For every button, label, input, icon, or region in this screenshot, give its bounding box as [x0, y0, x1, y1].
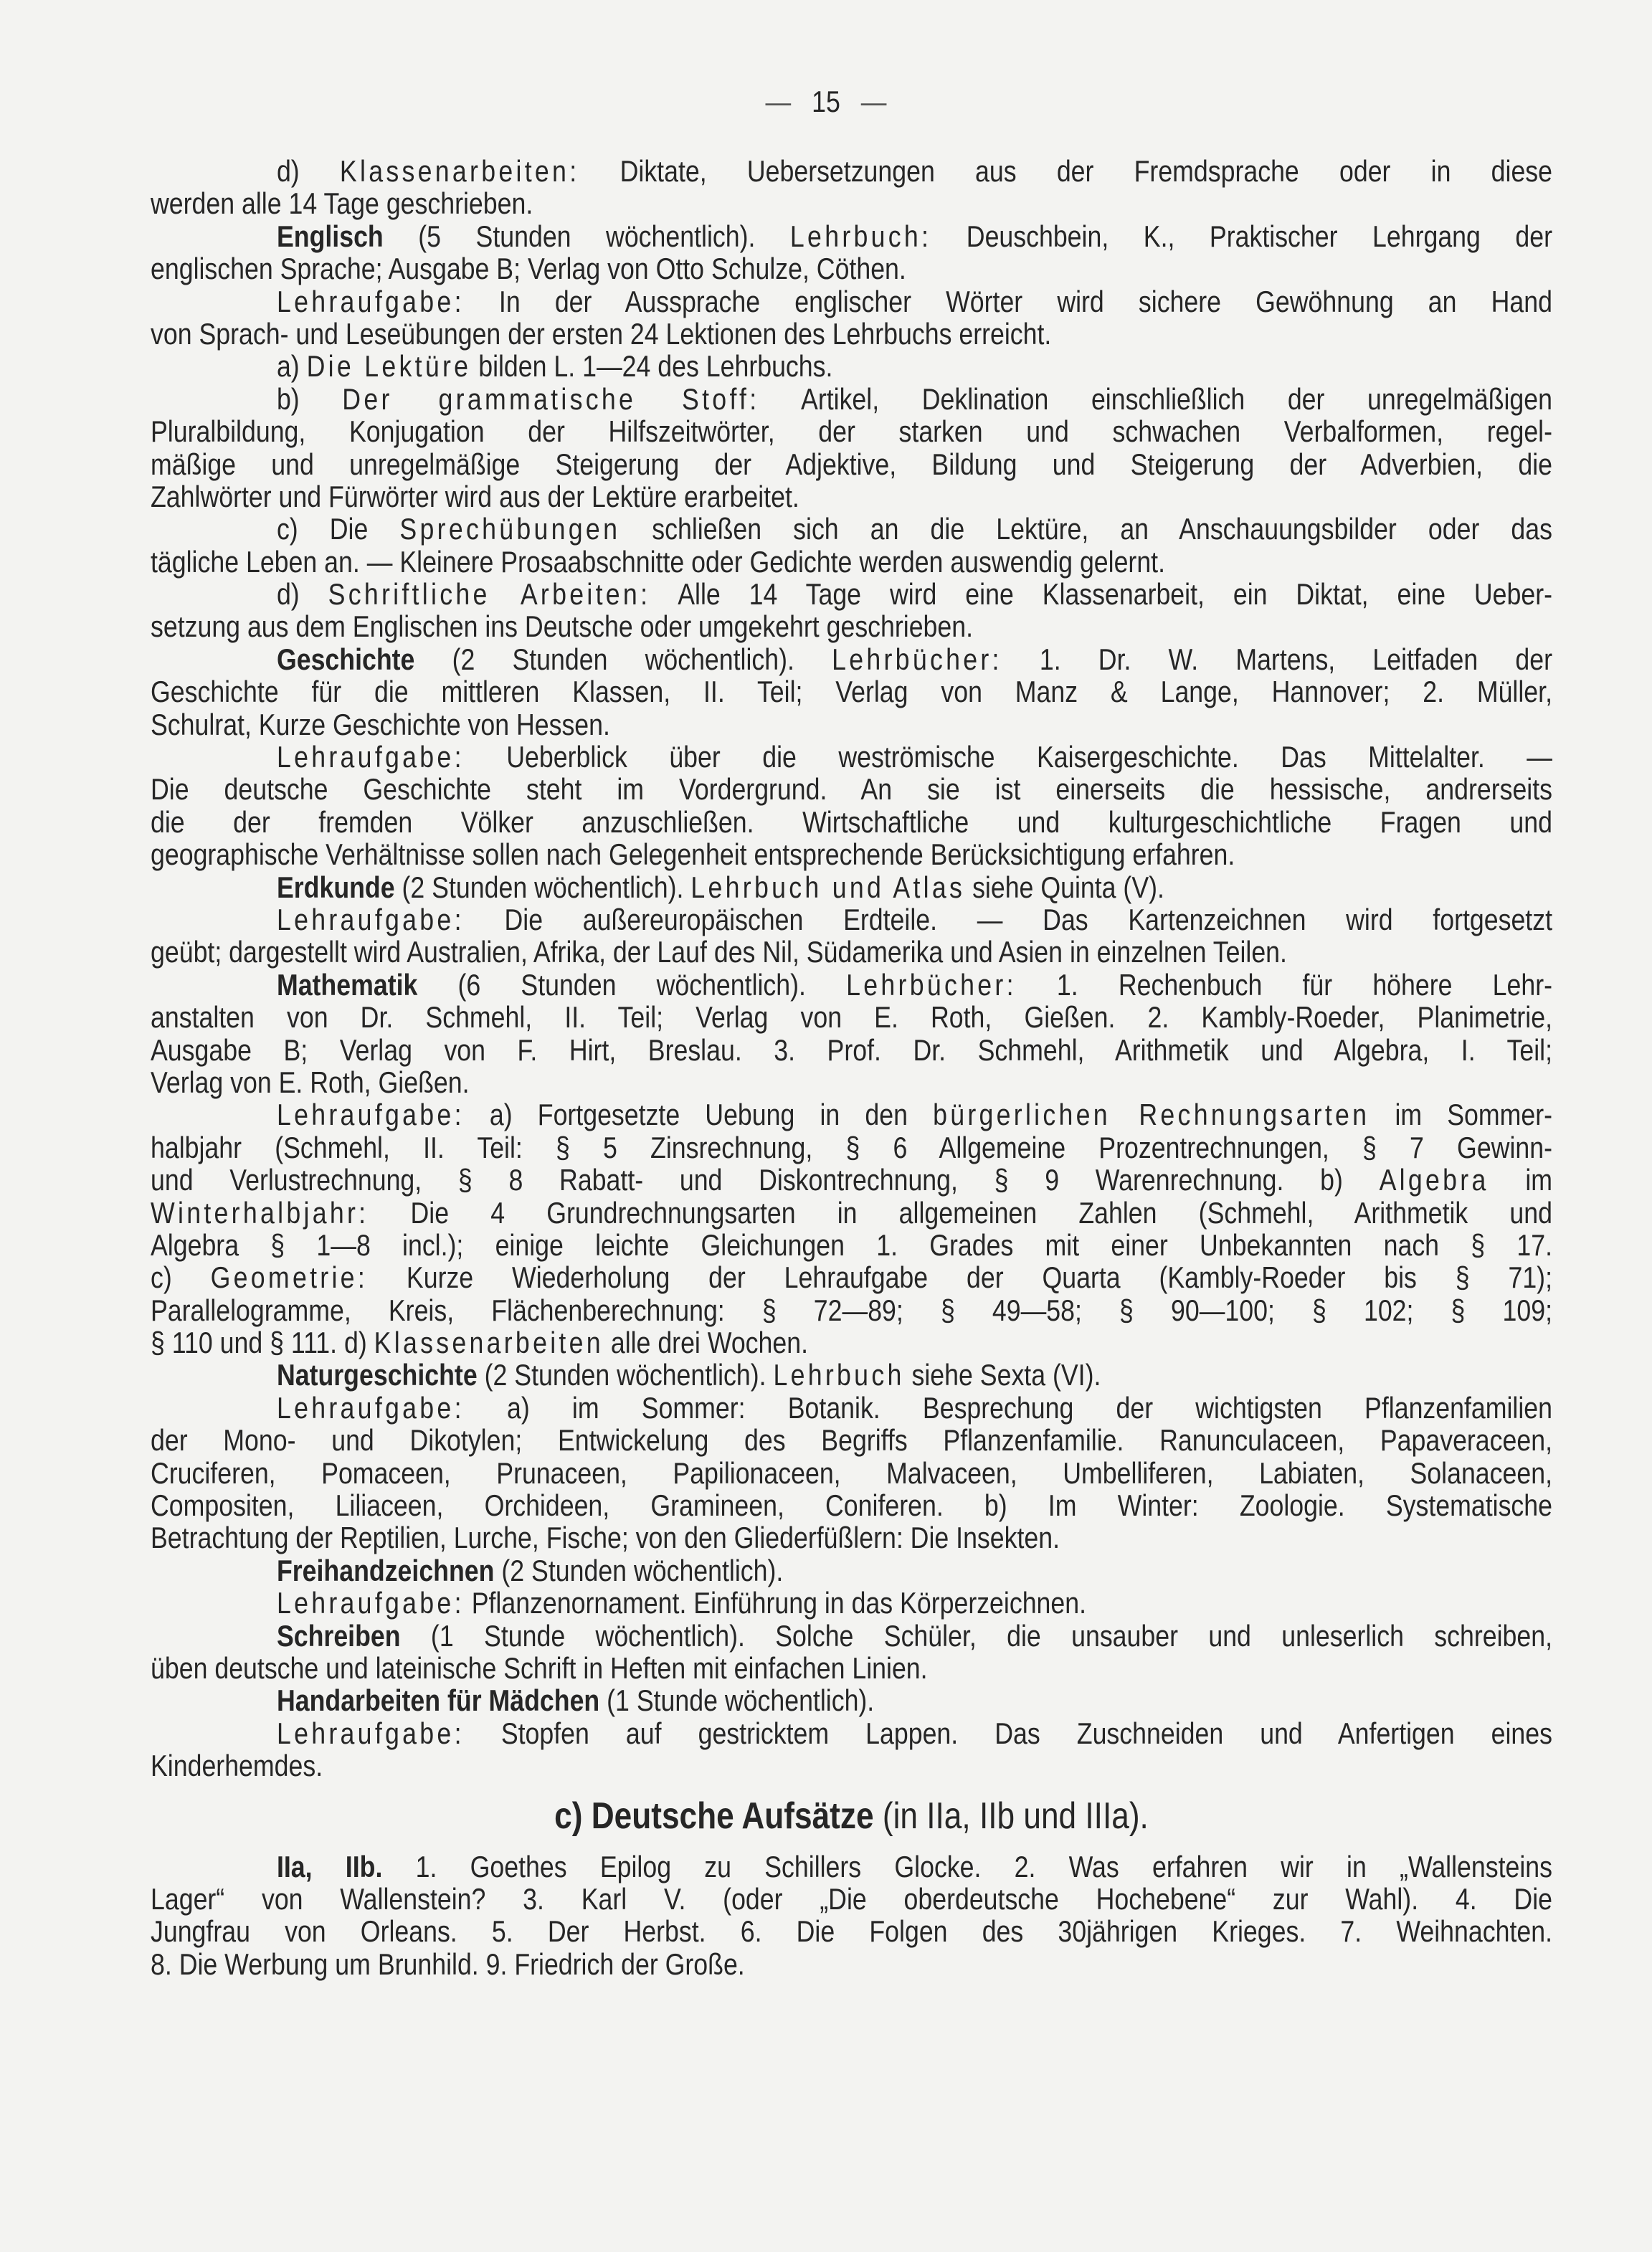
text-line	[151, 838, 1552, 870]
spaced-emphasis: Klassenarbeiten	[374, 1326, 604, 1360]
spaced-emphasis: Lehraufgabe:	[276, 1390, 465, 1425]
text-run: bilden L. 1—24 des Lehrbuchs.	[471, 349, 833, 384]
text-line	[151, 1359, 1552, 1391]
text-run: (2 Stunden wöchentlich).	[394, 870, 691, 904]
text-run: c)	[151, 1260, 211, 1295]
text-line	[151, 513, 1552, 545]
text-run: werden alle 14 Tage geschrieben.	[151, 186, 533, 221]
spaced-emphasis: Die Lektüre	[306, 349, 472, 384]
spaced-emphasis: Lehrbuch	[773, 1358, 905, 1392]
curriculum-section	[151, 155, 1552, 1782]
text-run: a)	[276, 349, 307, 384]
text-line	[151, 708, 1552, 741]
paragraph	[151, 383, 1552, 513]
text-line	[151, 415, 1552, 447]
text-line	[151, 1948, 1552, 1980]
text-run: Jungfrau von Orleans. 5. Der Herbst. 6. Die Folgen des 30jährigen Krieges. 7. Weihnachten.	[151, 1914, 1552, 1949]
page-number-value: 15	[812, 85, 840, 118]
paragraph	[151, 871, 1552, 903]
text-line	[151, 675, 1552, 708]
text-run: Lager“ von Wallenstein? 3. Karl V. (oder „Die oberdeutsche Hochebene“ zur Wahl). 4. Die	[151, 1881, 1552, 1916]
text-line	[151, 578, 1552, 610]
subject-heading: Handarbeiten für Mädchen	[276, 1683, 600, 1718]
text-line	[151, 1587, 1552, 1619]
text-run: Ausgabe B; Verlag von F. Hirt, Breslau. 3. Prof. Dr. Schmehl, Arithmetik und Algebra, I. Teil;	[151, 1032, 1552, 1067]
paragraph	[151, 903, 1552, 969]
text-line	[151, 480, 1552, 513]
text-line	[151, 1850, 1552, 1883]
page-body	[151, 155, 1552, 1980]
text-run: Betrachtung der Reptilien, Lurche, Fische; von den Gliederfüßlern: Die Insekten.	[151, 1521, 1060, 1555]
text-line	[151, 1684, 1552, 1716]
text-line	[151, 546, 1552, 578]
section-heading-title: c) Deutsche Aufsätze	[554, 1795, 874, 1837]
text-line	[151, 318, 1552, 350]
text-run: anstalten von Dr. Schmehl, II. Teil; Verlag von E. Roth, Gießen. 2. Kambly-Roeder, Planimetrie,	[151, 1000, 1552, 1035]
text-line	[151, 448, 1552, 480]
text-run: b)	[276, 381, 343, 416]
spaced-emphasis: Lehrbücher:	[832, 642, 1002, 676]
text-run: Geschichte für die mittleren Klassen, II. Teil; Verlag von Manz & Lange, Hannover; 2. Müller,	[151, 675, 1552, 709]
spaced-emphasis: Lehrbuch:	[789, 219, 932, 253]
text-line	[151, 1164, 1552, 1196]
text-line	[151, 741, 1552, 773]
text-line	[151, 871, 1552, 903]
text-line	[151, 1457, 1552, 1489]
text-line	[151, 936, 1552, 968]
spaced-emphasis: Lehrbücher:	[846, 967, 1017, 1002]
text-line	[151, 903, 1552, 936]
subject-heading: Erdkunde	[276, 870, 395, 904]
spaced-emphasis: Geometrie:	[210, 1260, 369, 1295]
text-run: setzung aus dem Englischen ins Deutsche oder umgekehrt geschrieben.	[151, 609, 974, 644]
text-run: In der Aussprache englischer Wörter wird sichere Gewöhnung an Hand	[464, 284, 1552, 318]
paragraph	[151, 1850, 1552, 1981]
text-line	[151, 1001, 1552, 1033]
text-run: d)	[276, 154, 340, 188]
text-run: und Verlustrechnung, § 8 Rabatt- und Diskontrechnung, § 9 Warenrechnung. b)	[151, 1163, 1380, 1197]
text-run: Diktate, Uebersetzungen aus der Fremdsprache oder in diese	[579, 154, 1552, 188]
text-run: schließen sich an die Lektüre, an Anschauungsbilder oder das	[620, 512, 1552, 546]
text-run: 1. Rechenbuch für höhere Lehr-	[1016, 967, 1552, 1002]
spaced-emphasis: Winterhalbjahr:	[151, 1195, 369, 1230]
text-run: im	[1489, 1163, 1552, 1197]
paragraph	[151, 1098, 1552, 1359]
subject-heading: Mathematik	[276, 967, 418, 1002]
text-line	[151, 1034, 1552, 1066]
text-run: 1. Goethes Epilog zu Schillers Glocke. 2. Was erfahren wir in „Wallensteins	[382, 1849, 1553, 1883]
text-run: mäßige und unregelmäßige Steigerung der Adjektive, Bildung und Steigerung der Adverbien, die	[151, 447, 1552, 481]
essay-topics-section	[151, 1850, 1552, 1981]
paragraph	[151, 285, 1552, 351]
text-run: Compositen, Liliaceen, Orchideen, Gramineen, Coniferen. b) Im Winter: Zoologie. Systematische	[151, 1488, 1552, 1523]
spaced-emphasis: Lehraufgabe:	[276, 1586, 465, 1620]
text-run: Kinderhemdes.	[151, 1749, 323, 1783]
text-line	[151, 1652, 1552, 1684]
text-run: siehe Quinta (V).	[965, 870, 1164, 904]
text-line	[151, 1326, 1552, 1359]
text-run: von Sprach- und Leseübungen der ersten 24 Lektionen des Lehrbuchs erreicht.	[151, 316, 1052, 351]
text-line	[151, 1521, 1552, 1554]
text-line	[151, 969, 1552, 1001]
text-run: im Sommer-	[1369, 1098, 1553, 1132]
text-run: Stopfen auf gestricktem Lappen. Das Zuschneiden und Anfertigen eines	[464, 1716, 1552, 1750]
text-line	[151, 1554, 1552, 1587]
spaced-emphasis: Lehraufgabe:	[276, 740, 465, 774]
paragraph	[151, 1717, 1552, 1782]
text-run: Parallelogramme, Kreis, Flächenberechnung: § 72—89; § 49—58; § 90—100; § 102; § 109;	[151, 1293, 1552, 1327]
section-heading-subtitle: (in IIa, IIb und IIIa).	[873, 1795, 1149, 1837]
text-line	[151, 220, 1552, 252]
text-line	[151, 1098, 1552, 1131]
text-run: geographische Verhältnisse sollen nach Gelegenheit entsprechende Berücksichtigung erfahren.	[151, 837, 1235, 872]
text-run: geübt; dargestellt wird Australien, Afrika, der Lauf des Nil, Südamerika und Asien in einzelnen Teilen.	[151, 935, 1287, 969]
spaced-emphasis: Der grammatische Stoff:	[342, 381, 760, 416]
subject-heading: IIa, IIb.	[276, 1849, 383, 1883]
text-run: § 110 und § 111. d)	[151, 1326, 374, 1360]
text-line	[151, 155, 1552, 187]
text-line	[151, 806, 1552, 838]
paragraph	[151, 969, 1552, 1099]
text-run: Die 4 Grundrechnungsarten in allgemeinen Zahlen (Schmehl, Arithmetik und	[369, 1195, 1552, 1230]
paragraph	[151, 1620, 1552, 1685]
text-run: Alle 14 Tage wird eine Klassenarbeit, ein Diktat, eine Ueber-	[650, 577, 1552, 612]
text-run: Schulrat, Kurze Geschichte von Hessen.	[151, 707, 610, 741]
page-number-dash-left: —	[765, 85, 792, 118]
text-line	[151, 187, 1552, 219]
text-run: (6 Stunden wöchentlich).	[417, 967, 847, 1002]
paragraph	[151, 1359, 1552, 1391]
text-line	[151, 1131, 1552, 1164]
text-run: a) im Sommer: Botanik. Besprechung der wichtigsten Pflanzenfamilien	[464, 1390, 1552, 1425]
text-run: d)	[276, 577, 328, 612]
page-number-dash-right: —	[860, 85, 887, 118]
text-run: Algebra § 1—8 incl.); einige leichte Gleichungen 1. Grades mit einer Unbekannten nach § 17.	[151, 1227, 1552, 1262]
paragraph	[151, 1684, 1552, 1716]
text-run: tägliche Leben an. — Kleinere Prosaabschnitte oder Gedichte werden auswendig gelernt.	[151, 544, 1166, 579]
text-run: (2 Stunden wöchentlich).	[477, 1358, 774, 1392]
text-run: Deuschbein, K., Praktischer Lehrgang der	[931, 219, 1552, 253]
text-line	[151, 1392, 1552, 1424]
spaced-emphasis: Klassenarbeiten:	[339, 154, 580, 188]
text-run: üben deutsche und lateinische Schrift in Heften mit einfachen Linien.	[151, 1650, 928, 1685]
text-run: a) Fortgesetzte Uebung in den	[464, 1098, 934, 1132]
paragraph	[151, 220, 1552, 285]
text-run: (5 Stunden wöchentlich).	[383, 219, 790, 253]
text-line	[151, 1294, 1552, 1326]
spaced-emphasis: bürgerlichen Rechnungsarten	[933, 1098, 1370, 1132]
text-run: (2 Stunden wöchentlich).	[414, 642, 832, 676]
text-run: (1 Stunde wöchentlich). Solche Schüler, die unsauber und unleserlich schreiben,	[400, 1618, 1552, 1653]
spaced-emphasis: Sprechübungen	[399, 512, 621, 546]
text-line	[151, 350, 1552, 382]
text-run: (1 Stunde wöchentlich).	[599, 1683, 875, 1718]
text-run: Cruciferen, Pomaceen, Prunaceen, Papilionaceen, Malvaceen, Umbelliferen, Labiaten, Solanaceen,	[151, 1455, 1552, 1490]
paragraph	[151, 643, 1552, 741]
text-line	[151, 1620, 1552, 1652]
paragraph	[151, 1554, 1552, 1587]
subject-heading: Naturgeschichte	[276, 1358, 478, 1392]
text-run: Artikel, Deklination einschließlich der unregelmäßigen	[759, 381, 1552, 416]
text-line	[151, 1066, 1552, 1098]
paragraph	[151, 350, 1552, 382]
text-line	[151, 1883, 1552, 1915]
text-run: Die deutsche Geschichte steht im Vordergrund. An sie ist einerseits die hessische, andrerseits	[151, 772, 1552, 807]
text-run: alle drei Wochen.	[603, 1326, 809, 1360]
spaced-emphasis: Schriftliche Arbeiten:	[328, 577, 651, 612]
text-run: Zahlwörter und Fürwörter wird aus der Lektüre erarbeitet.	[151, 479, 799, 513]
text-line	[151, 1261, 1552, 1293]
text-line	[151, 285, 1552, 318]
paragraph	[151, 1587, 1552, 1619]
paragraph	[151, 155, 1552, 220]
text-run: 1. Dr. W. Martens, Leitfaden der	[1002, 642, 1552, 676]
subject-heading: Englisch	[276, 219, 384, 253]
text-line	[151, 1489, 1552, 1521]
paragraph	[151, 513, 1552, 578]
text-line	[151, 1717, 1552, 1749]
text-line	[151, 1424, 1552, 1456]
section-heading	[151, 1782, 1552, 1850]
text-line	[151, 610, 1552, 642]
spaced-emphasis: Lehraufgabe:	[276, 902, 465, 936]
text-run: halbjahr (Schmehl, II. Teil: § 5 Zinsrechnung, § 6 Allgemeine Prozentrechnungen, § 7 Gewinn-	[151, 1130, 1552, 1164]
text-line	[151, 1197, 1552, 1229]
subject-heading: Schreiben	[276, 1618, 401, 1653]
text-line	[151, 1749, 1552, 1782]
text-run: Pflanzenornament. Einführung in das Körperzeichnen.	[464, 1586, 1087, 1620]
text-line	[151, 643, 1552, 675]
page-number	[124, 85, 1528, 119]
text-line	[151, 383, 1552, 415]
paragraph	[151, 741, 1552, 871]
text-line	[151, 1229, 1552, 1261]
text-run: (2 Stunden wöchentlich).	[494, 1553, 784, 1587]
text-line	[151, 252, 1552, 285]
spaced-emphasis: Lehraufgabe:	[276, 1716, 465, 1750]
text-run: Ueberblick über die weströmische Kaisergeschichte. Das Mittelalter. —	[464, 740, 1552, 774]
subject-heading: Geschichte	[276, 642, 415, 676]
text-run: siehe Sexta (VI).	[904, 1358, 1101, 1392]
text-run: Verlag von E. Roth, Gießen.	[151, 1065, 470, 1099]
spaced-emphasis: Lehraufgabe:	[276, 284, 465, 318]
text-run: c) Die	[276, 512, 400, 546]
text-run: englischen Sprache; Ausgabe B; Verlag von Otto Schulze, Cöthen.	[151, 252, 906, 286]
spaced-emphasis: Lehrbuch und Atlas	[690, 870, 966, 904]
spaced-emphasis: Lehraufgabe:	[276, 1098, 465, 1132]
text-run: Pluralbildung, Konjugation der Hilfszeitwörter, der starken und schwachen Verbalformen, regel-	[151, 414, 1552, 449]
text-run: der Mono- und Dikotylen; Entwickelung des Begriffs Pflanzenfamilie. Ranunculaceen, Papaveraceen,	[151, 1423, 1552, 1458]
text-run: 8. Die Werbung um Brunhild. 9. Friedrich der Große.	[151, 1947, 745, 1981]
text-line	[151, 1915, 1552, 1947]
text-line	[151, 773, 1552, 805]
text-run: die der fremden Völker anzuschließen. Wirtschaftliche und kulturgeschichtliche Fragen und	[151, 804, 1552, 839]
paragraph	[151, 1392, 1552, 1554]
text-run: Kurze Wiederholung der Lehraufgabe der Quarta (Kambly-Roeder bis § 71);	[368, 1260, 1552, 1295]
spaced-emphasis: Algebra	[1379, 1163, 1489, 1197]
subject-heading: Freihandzeichnen	[276, 1553, 495, 1587]
text-run: Die außereuropäischen Erdteile. — Das Kartenzeichnen wird fortgesetzt	[464, 902, 1552, 936]
paragraph	[151, 578, 1552, 643]
